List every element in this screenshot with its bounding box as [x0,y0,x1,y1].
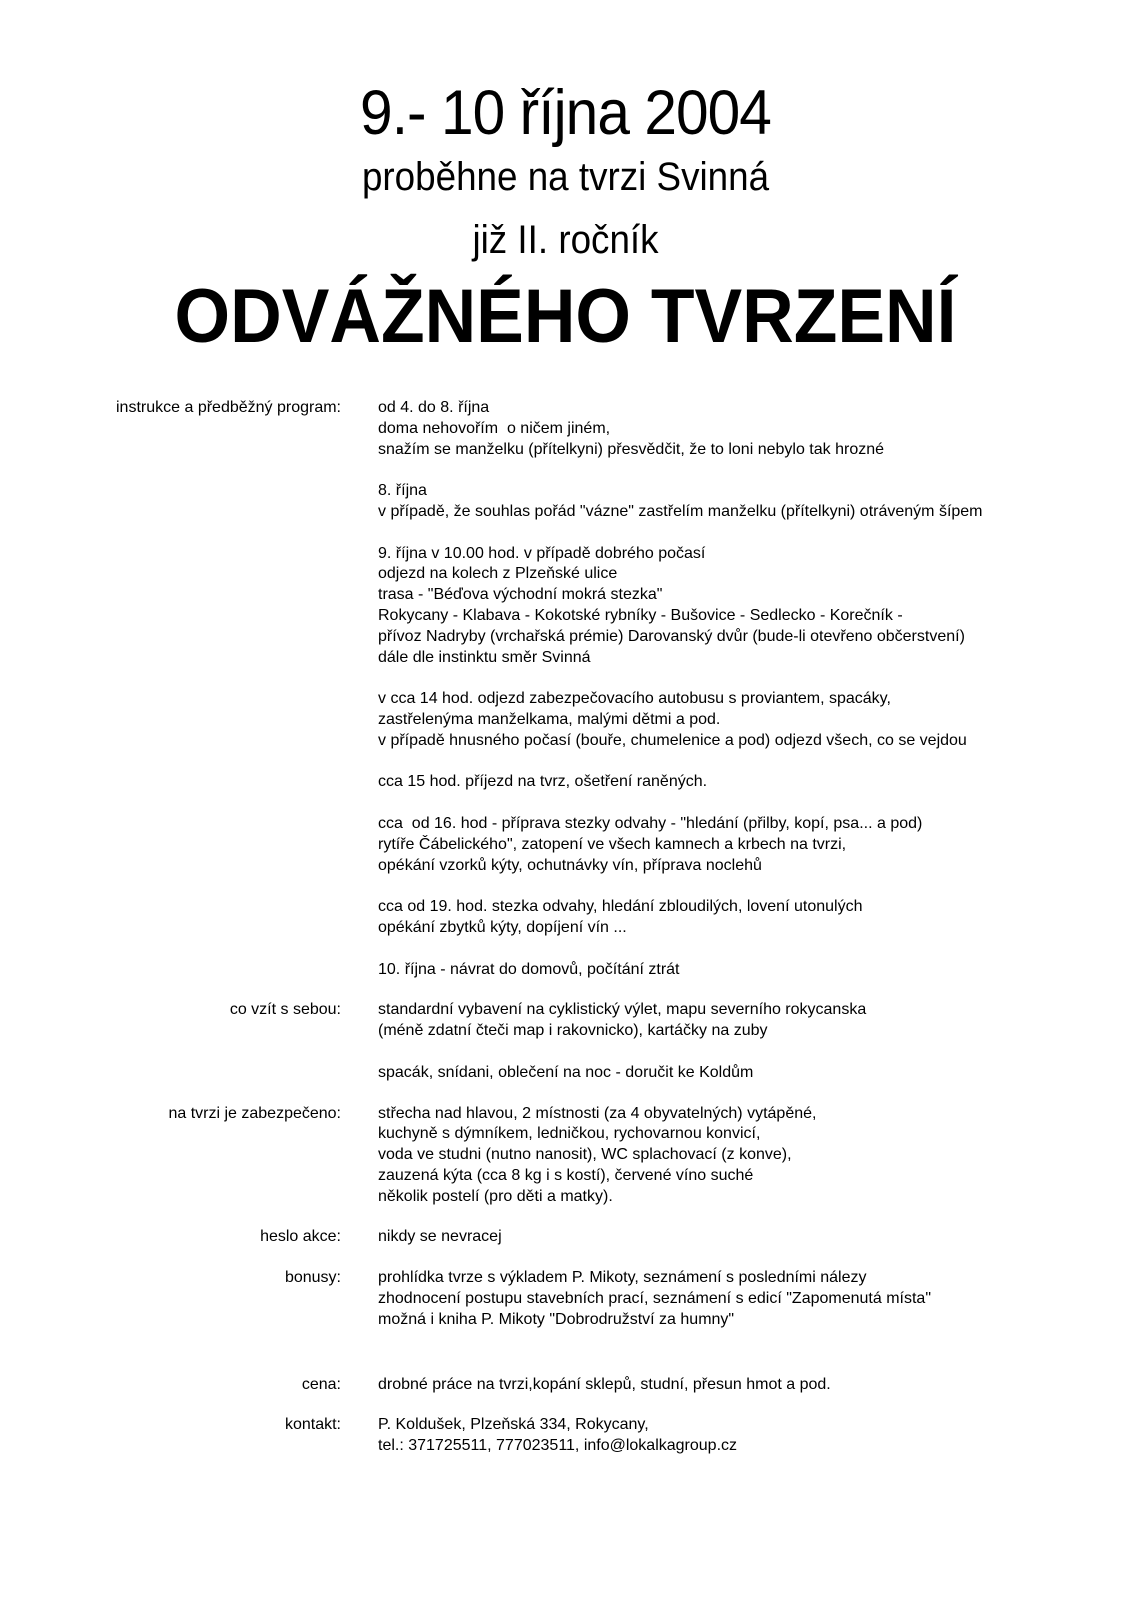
section-label: cena: [301,1375,341,1393]
paragraph [378,1104,816,1208]
text-line: (méně zdatní čteči map i rakovnicko), kartáčky na zuby [378,1022,768,1040]
text-line: 10. října - návrat do domovů, počítání ztrát [378,960,680,978]
paragraph [378,481,983,523]
text-line: spacák, snídani, oblečení na noc - doručit ke Koldům [378,1063,754,1081]
paragraph [378,960,983,981]
text-line: rytíře Čábelického", zatopení ve všech kamnech a krbech na tvrzi, [378,835,847,853]
text-line: zastřelenýma manželkama, malými dětmi a pod. [378,710,721,728]
paragraph [378,1227,502,1248]
text-line: v případě hnusného počasí (bouře, chumelenice a pod) odjezd všech, co se vejdou [378,731,967,749]
text-line: snažím se manželku (přítelkyni) přesvědčit, že to loni nebylo tak hrozné [378,440,885,458]
section [0,398,1131,980]
section [0,1375,1131,1396]
text-line: přívoz Nadryby (vrchařská prémie) Darovanský dvůr (bude-li otevřeno občerstvení) [378,627,965,645]
text-line: drobné práce na tvrzi,kopání sklepů, studní, přesun hmot a pod. [378,1375,831,1393]
text-line: cca 15 hod. příjezd na tvrz, ošetření raněných. [378,773,708,791]
paragraph [378,1063,866,1084]
text-line: tel.: 371725511, 777023511, info@lokalkagroup.cz [378,1437,738,1455]
text-line: nikdy se nevracej [378,1228,502,1246]
text-line: několik postelí (pro děti a matky). [378,1187,613,1205]
text-line: odjezd na kolech z Plzeňské ulice [378,565,618,583]
text-line: kuchyně s dýmníkem, ledničkou, rychovarnou konvicí, [378,1125,761,1143]
paragraph [378,544,983,669]
text-line: cca od 16. hod - příprava stezky odvahy - "hledání (přilby, kopí, psa... a pod) [378,814,923,832]
text-line: dále dle instinktu směr Svinná [378,648,591,666]
section-content [378,1227,502,1248]
section-label: co vzít s sebou: [229,1001,341,1019]
event-date-heading: 9.- 10 října 2004 [360,78,771,148]
paragraph [378,1375,831,1396]
event-edition-line: již II. ročník [472,218,659,262]
text-line: prohlídka tvrze s výkladem P. Mikoty, seznámení s posledními nálezy [378,1269,867,1287]
text-line: doma nehovořím o ničem jiném, [378,419,611,437]
section-content [378,1000,866,1083]
text-line: možná i kniha P. Mikoty "Dobrodružství za humny" [378,1310,735,1328]
text-line: opékání zbytků kýty, dopíjení vín ... [378,918,627,936]
section-content [378,1268,931,1330]
program-sections [0,362,1131,1457]
section-label: kontakt: [284,1416,341,1434]
section [0,1000,1131,1083]
text-line: od 4. do 8. října [378,399,490,416]
paragraph [378,1415,737,1457]
text-line: 9. října v 10.00 hod. v případě dobrého počasí [378,544,706,562]
text-line: 8. října [378,482,427,500]
section-content [378,1104,816,1208]
text-line: v cca 14 hod. odjezd zabezpečovacího autobusu s proviantem, spacáky, [378,690,891,708]
event-location-subtitle: proběhne na tvrzi Svinná [361,155,770,199]
text-line: voda ve studni (nutno nanosit), WC splachovací (z konve), [378,1146,792,1164]
text-line: P. Koldušek, Plzeňská 334, Rokycany, [378,1416,649,1434]
header [0,0,1131,362]
section [0,1227,1131,1248]
text-line: cca od 19. hod. stezka odvahy, hledání zbloudilých, lovení utonulých [378,898,863,916]
section [0,1104,1131,1208]
event-name-title: ODVÁŽNÉHO TVRZENÍ [174,274,957,359]
section-label: heslo akce: [260,1228,341,1246]
section-label: na tvrzi je zabezpečeno: [168,1104,341,1122]
text-line: Rokycany - Klabava - Kokotské rybníky - Bušovice - Sedlecko - Korečník - [378,606,903,624]
section [0,1415,1131,1457]
section-label: instrukce a předběžný program: [116,399,341,416]
paragraph [378,689,983,751]
section-content [378,398,983,980]
paragraph [378,398,983,460]
paragraph [378,1268,931,1330]
text-line: opékání vzorků kýty, ochutnávky vín, příprava noclehů [378,856,762,874]
text-line: standardní vybavení na cyklistický výlet, mapu severního rokycanska [378,1001,867,1019]
paragraph [378,772,983,793]
text-line: střecha nad hlavou, 2 místnosti (za 4 obyvatelných) vytápěné, [378,1104,817,1122]
text-line: trasa - "Béďova východní mokrá stezka" [378,586,663,604]
text-line: zauzená kýta (cca 8 kg i s kostí), červené víno suché [378,1166,754,1184]
paragraph [378,1000,866,1042]
section [0,1268,1131,1330]
text-line: v případě, že souhlas pořád "vázne" zastřelím manželku (přítelkyni) otráveným šípem [378,502,983,520]
paragraph [378,814,983,876]
text-line: zhodnocení postupu stavebních prací, seznámení s edicí "Zapomenutá místa" [378,1290,932,1308]
section-content [378,1415,737,1457]
section-label: bonusy: [284,1269,341,1287]
section-content [378,1375,831,1396]
paragraph [378,897,983,939]
